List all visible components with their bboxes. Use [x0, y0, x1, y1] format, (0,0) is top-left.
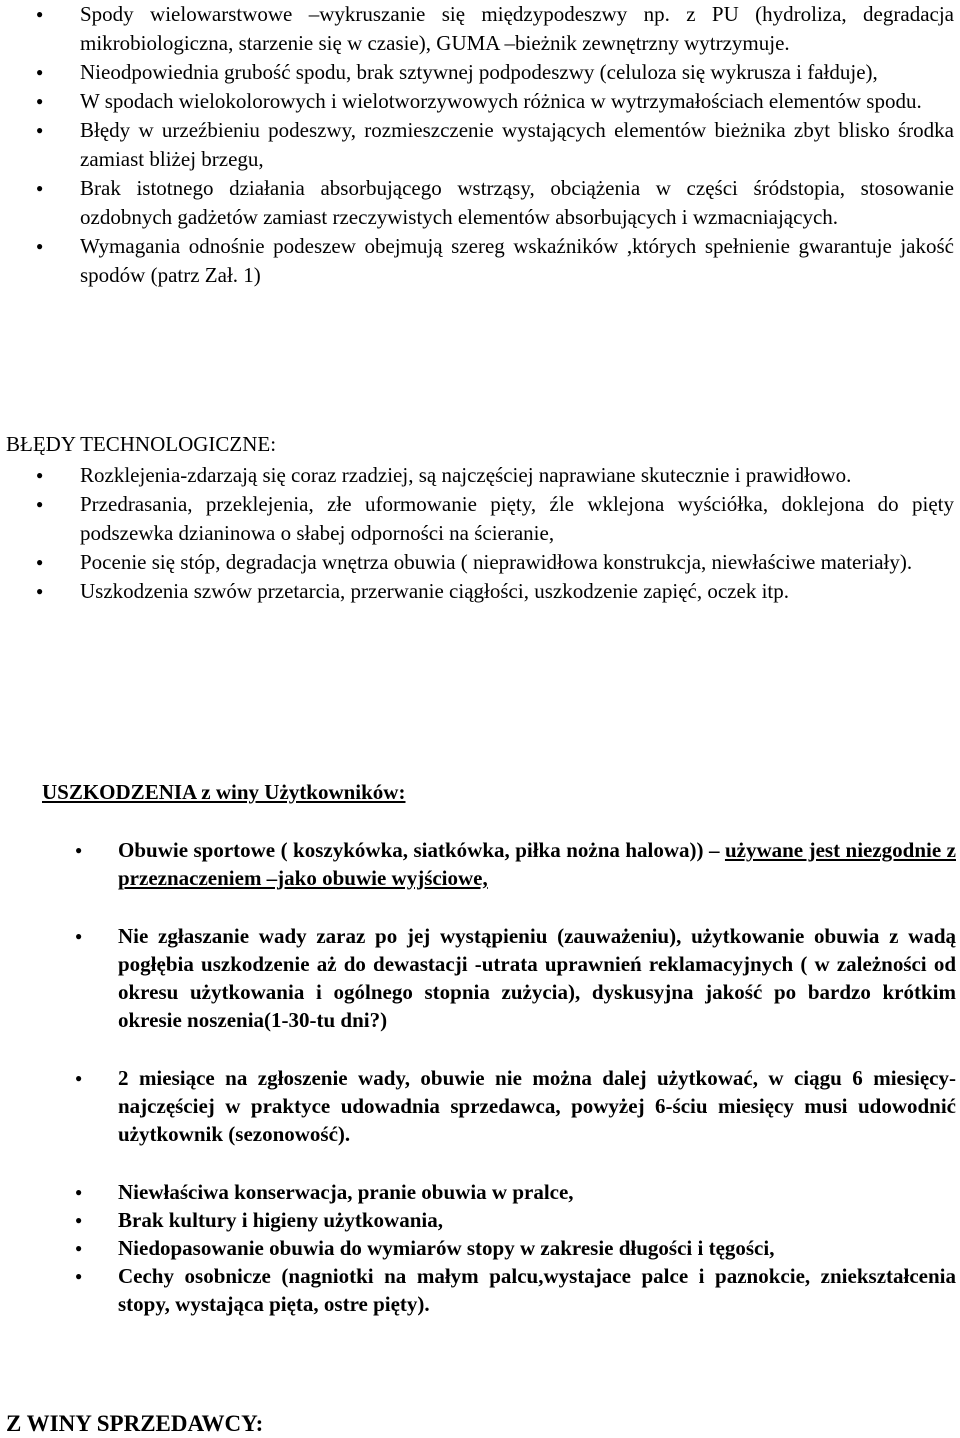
list-item — [0, 232, 960, 290]
bullet-icon: ● — [36, 94, 44, 108]
list-item — [0, 116, 960, 174]
list-item — [0, 174, 960, 232]
heading-user-damage: USZKODZENIA z winy Użytkowników: — [42, 780, 406, 804]
list-item — [0, 577, 960, 606]
list-item-text: 2 miesiące na zgłoszenie wady, obuwie nie można dalej użytkować, w ciągu 6 miesięcy- najczęściej w praktyce udowadnia sprzedawca, powyżej 6-ściu miesięcy musi udowodnić użytkownik (sezonowość). — [118, 1066, 956, 1146]
list-item — [0, 1206, 960, 1234]
bullet-icon: ● — [75, 1241, 83, 1255]
list-item — [0, 1262, 960, 1318]
user-damage-list — [0, 836, 960, 1318]
list-item-text: Uszkodzenia szwów przetarcia, przerwanie ciągłości, uszkodzenie zapięć, oczek itp. — [80, 579, 789, 603]
list-item — [0, 58, 960, 87]
list-item-text: Nieodpowiednia grubość spodu, brak sztywnej podpodeszwy (celuloza się wykrusza i fałduje), — [80, 60, 878, 84]
bullet-icon: ● — [36, 468, 44, 482]
list-item — [0, 1178, 960, 1206]
bullet-icon: ● — [75, 1213, 83, 1227]
sole-defects-list — [0, 0, 960, 290]
bullet-icon: ● — [36, 65, 44, 79]
bullet-icon: ● — [36, 239, 44, 253]
bullet-icon: ● — [75, 843, 83, 857]
list-item-text: W spodach wielokolorowych i wielotworzywowych różnica w wytrzymałościach elementów spodu. — [80, 89, 922, 113]
bullet-icon: ● — [36, 181, 44, 195]
list-item-text: Brak istotnego działania absorbującego wstrząsy, obciążenia w części śródstopia, stosowanie ozdobnych gadżetów zamiast rzeczywistych elementów absorbujących i wzmacniających. — [80, 176, 954, 229]
list-item-text: Spody wielowarstwowe –wykruszanie się międzypodeszwy np. z PU (hydroliza, degradacja mikrobiologiczna, starzenie się w czasie), GUMA –bieżnik zewnętrzny wytrzymuje. — [80, 2, 954, 55]
bullet-icon: ● — [36, 7, 44, 21]
list-item-text: Błędy w urzeźbieniu podeszwy, rozmieszczenie wystających elementów bieżnika zbyt blisko środka zamiast bliżej brzegu, — [80, 118, 954, 171]
list-item — [0, 87, 960, 116]
list-item-text: Nie zgłaszanie wady zaraz po jej wystąpieniu (zauważeniu), użytkowanie obuwia z wadą pogłębia uszkodzenie aż do dewastacji -utrata uprawnień reklamacyjnych ( w zależności od okresu użytkowania i ogólnego stopnia zużycia), dyskusyjna jakość po bardzo krótkim okresie noszenia(1-30-tu dni?) — [118, 924, 956, 1032]
list-item-text: Wymagania odnośnie podeszew obejmują szereg wskaźników ,których spełnienie gwarantuje jakość spodów (patrz Zał. 1) — [80, 234, 954, 287]
bullet-icon: ● — [75, 1071, 83, 1085]
bullet-icon: ● — [36, 123, 44, 137]
list-item-text: Niewłaściwa konserwacja, pranie obuwia w pralce, — [118, 1180, 574, 1204]
technological-errors-list — [0, 461, 960, 606]
list-item — [0, 1064, 960, 1148]
bullet-icon: ● — [75, 929, 83, 943]
bullet-icon: ● — [75, 1269, 83, 1283]
bullet-icon: ● — [36, 555, 44, 569]
list-item-text: Cechy osobnicze (nagniotki na małym palcu,wystajace palce i paznokcie, zniekształcenia stopy, wystająca pięta, ostre pięty). — [118, 1264, 956, 1316]
list-item-text: Przedrasania, przeklejenia, złe uformowanie pięty, źle wklejona wyściółka, doklejona do pięty podszewka dzianinowa o słabej odporności na ścieranie, — [80, 492, 954, 545]
underlined-text: używane jest niezgodnie z przeznaczeniem –jako obuwie wyjściowe, — [118, 838, 956, 890]
list-item — [0, 0, 960, 58]
list-item — [0, 1234, 960, 1262]
list-item — [0, 548, 960, 577]
bullet-icon: ● — [36, 584, 44, 598]
list-item-text — [118, 836, 956, 892]
heading-technological-errors: BŁĘDY TECHNOLOGICZNE: — [6, 432, 277, 456]
list-item-text-part: Obuwie sportowe ( koszykówka, siatkówka, piłka nożna halowa)) – — [118, 838, 720, 862]
list-item — [0, 922, 960, 1034]
list-item-text: Brak kultury i higieny użytkowania, — [118, 1208, 443, 1232]
bullet-icon: ● — [75, 1185, 83, 1199]
list-item-text: Rozklejenia-zdarzają się coraz rzadziej, są najczęściej naprawiane skutecznie i prawidłowo. — [80, 463, 852, 487]
list-item — [0, 836, 960, 892]
heading-seller-fault: Z WINY SPRZEDAWCY: — [6, 1411, 264, 1436]
bullet-icon: ● — [36, 497, 44, 511]
list-item-text: Niedopasowanie obuwia do wymiarów stopy w zakresie długości i tęgości, — [118, 1236, 775, 1260]
list-item-text: Pocenie się stóp, degradacja wnętrza obuwia ( nieprawidłowa konstrukcja, niewłaściwe materiały). — [80, 550, 913, 574]
list-item — [0, 461, 960, 490]
list-item — [0, 490, 960, 548]
